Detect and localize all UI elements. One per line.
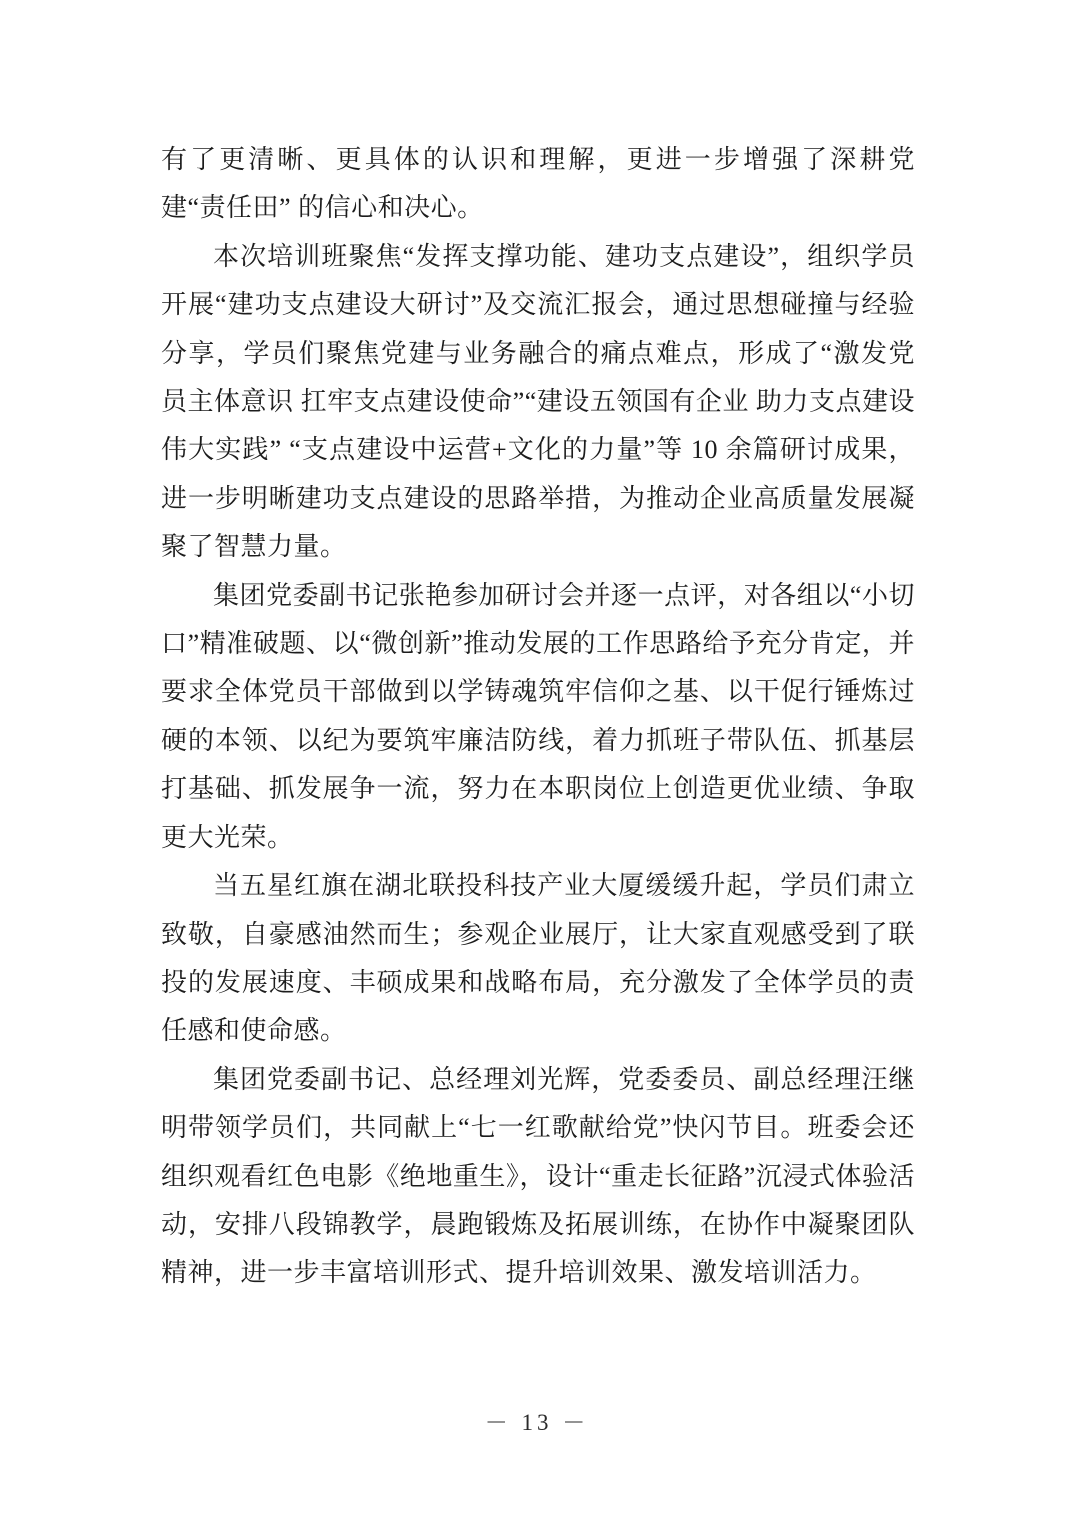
paragraph-continuation: 有了更清晰、更具体的认识和理解，更进一步增强了深耕党建“责任田” 的信心和决心。 <box>161 145 915 223</box>
document-body <box>161 136 915 1298</box>
paragraph: 集团党委副书记张艳参加研讨会并逐一点评，对各组以“小切口”精准破题、以“微创新”推动发展的工作思路给予充分肯定，并要求全体党员干部做到以学铸魂筑牢信仰之基、以干促行锤炼过硬的本领、以纪为要筑牢廉洁防线，着力抓班子带队伍、抓基层打基础、抓发展争一流，努力在本职岗位上创造更优业绩、争取更大光荣。 <box>161 580 915 852</box>
paragraph: 当五星红旗在湖北联投科技产业大厦缓缓升起，学员们肃立致敬，自豪感油然而生；参观企业展厅，让大家直观感受到了联投的发展速度、丰硕成果和战略布局，充分激发了全体学员的责任感和使命感。 <box>161 871 915 1046</box>
paragraph: 集团党委副书记、总经理刘光辉，党委委员、副总经理汪继明带领学员们，共同献上“七一红歌献给党”快闪节目。班委会还组织观看红色电影《绝地重生》，设计“重走长征路”沉浸式体验活动，安排八段锦教学，晨跑锻炼及拓展训练，在协作中凝聚团队精神，进一步丰富培训形式、提升培训效果、激发培训活力。 <box>161 1064 915 1288</box>
page-number: － 13 － <box>484 1410 590 1435</box>
paragraph: 本次培训班聚焦“发挥支撑功能、建功支点建设”，组织学员开展“建功支点建设大研讨”及交流汇报会，通过思想碰撞与经验分享，学员们聚焦党建与业务融合的痛点难点，形成了“激发党员主体意识 扛牢支点建设使命”“建设五领国有企业 助力支点建设伟大实践” “支点建设中运营+文化的力量”等 10 余篇研讨成果，进一步明晰建功支点建设的思路举措，为推动企业高质量发展凝聚了智慧力量。 <box>161 241 915 562</box>
